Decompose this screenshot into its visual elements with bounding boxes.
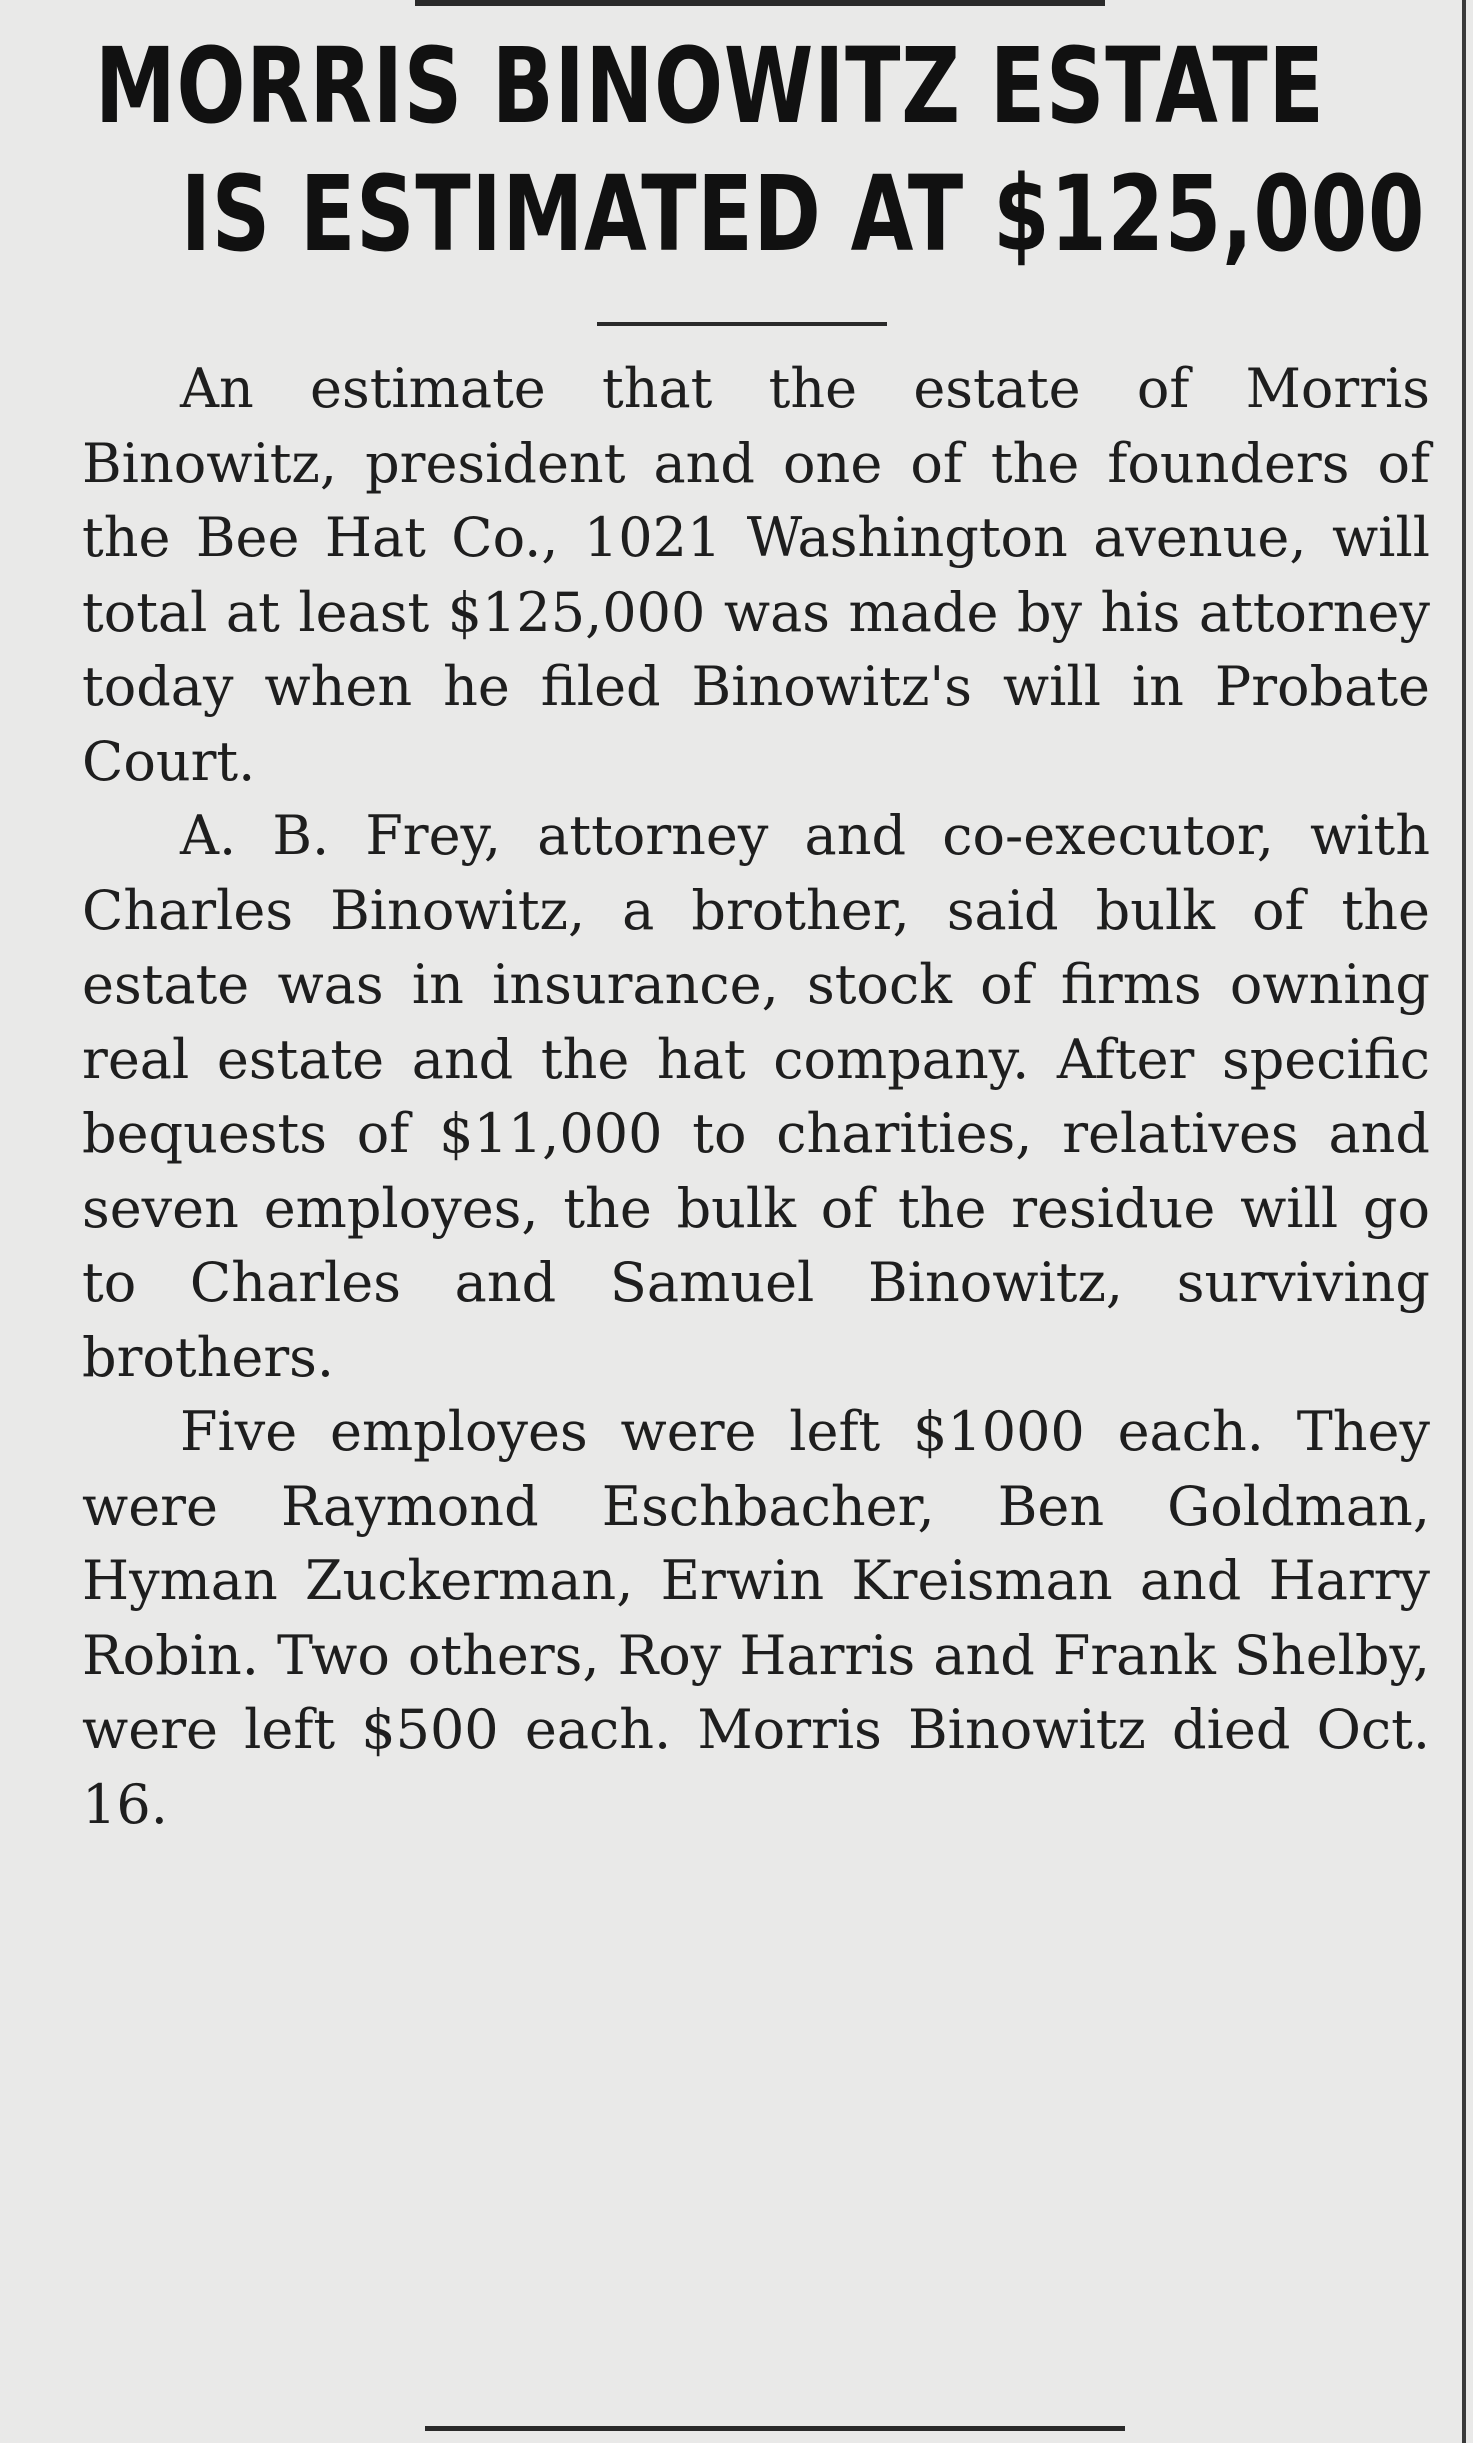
- paragraph-1: An estimate that the estate of Morris Binowitz, president and one of the founders of the Bee Hat Co., 1021 Washington avenue, will total at least $125,000 was made by his attorney today when he filed Binowitz's will in Probate Court.: [82, 357, 1430, 793]
- column-border: [1462, 0, 1466, 2443]
- bottom-rule: [425, 2426, 1125, 2431]
- headline: [95, 22, 1426, 278]
- headline-divider: [597, 322, 887, 326]
- paragraph-3: Five employes were left $1000 each. They were Raymond Eschbacher, Ben Goldman, Hyman Zuckerman, Erwin Kreisman and Harry Robin. Two others, Roy Harris and Frank Shelby, were left $500 each. Morris Binowitz died Oct. 16.: [82, 1400, 1430, 1836]
- paragraph-2: A. B. Frey, attorney and co-executor, with Charles Binowitz, a brother, said bulk of the estate was in insurance, stock of firms owning real estate and the hat company. After specific bequests of $11,000 to charities, relatives and seven employes, the bulk of the residue will go to Charles and Samuel Binowitz, surviving brothers.: [82, 804, 1430, 1389]
- top-rule: [415, 0, 1105, 6]
- headline-line-2: IS ESTIMATED AT $125,000: [180, 153, 1426, 275]
- article-body: [82, 352, 1430, 1842]
- headline-line-1: MORRIS BINOWITZ ESTATE: [95, 25, 1325, 147]
